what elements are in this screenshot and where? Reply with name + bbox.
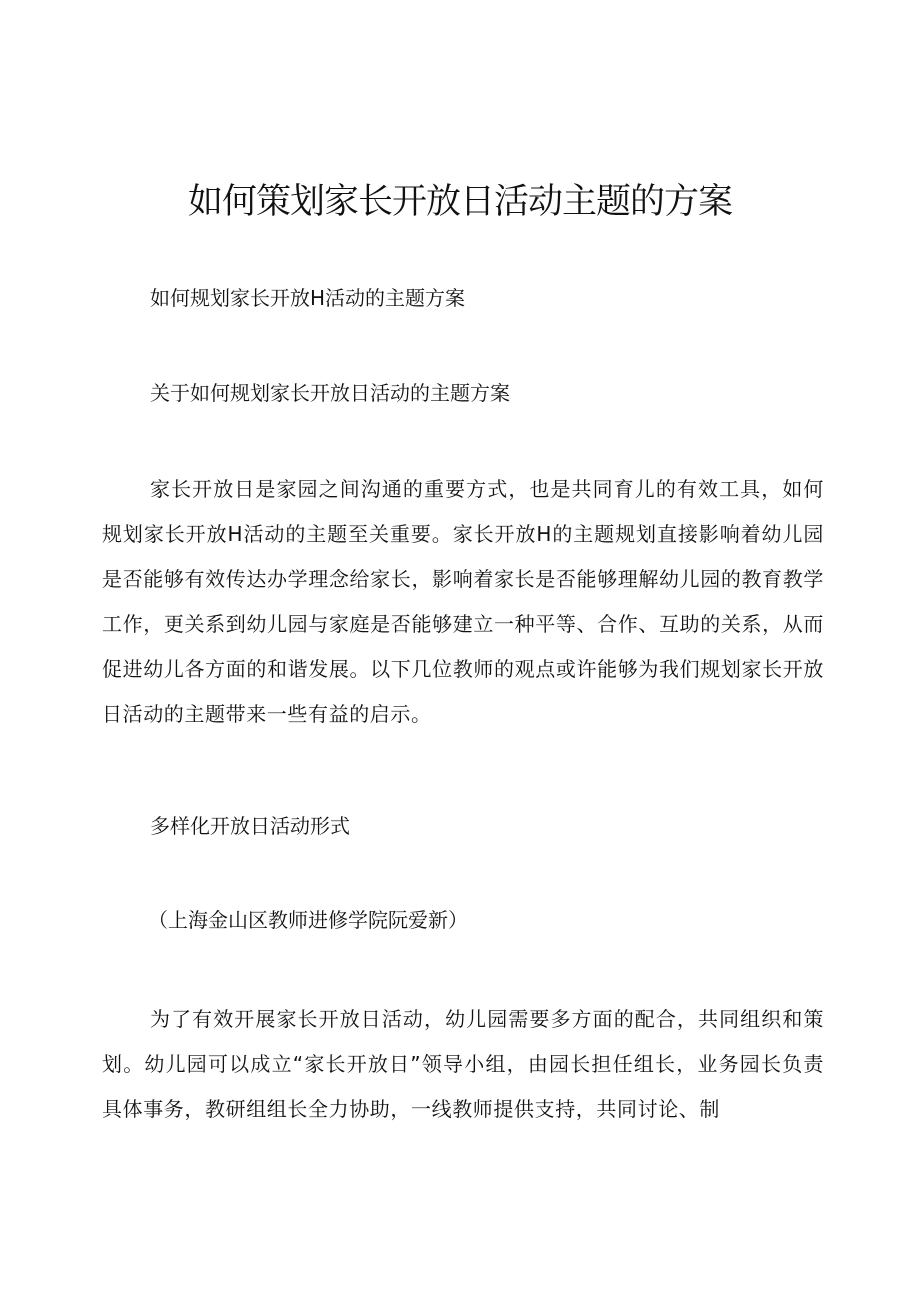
paragraph-2: 为了有效开展家长开放日活动，幼儿园需要多方面的配合，共同组织和策划。幼儿园可以成立“家长开放日”领导小组，由园长担任组长，业务园长负责具体事务，教研组组长全力协助，一线教师提供支持，共同讨论、制	[102, 1007, 824, 1121]
section-heading: 多样化开放日活动形式	[150, 814, 350, 838]
subtitle-1: 如何规划家长开放H活动的主题方案	[150, 286, 466, 310]
paragraph-1: 家长开放日是家园之间沟通的重要方式，也是共同育儿的有效工具，如何规划家长开放H活动的主题至关重要。家长开放H的主题规划直接影响着幼儿园是否能够有效传达办学理念给家长，影响着家长是否能够理解幼儿园的教育教学工作，更关系到幼儿园与家庭是否能够建立一种平等、合作、互助的关系，从而促进幼儿各方面的和谐发展。以下几位教师的观点或许能够为我们规划家长开放日活动的主题带来一些有益的启示。	[102, 477, 824, 726]
subtitle-2: 关于如何规划家长开放日活动的主题方案	[150, 381, 510, 405]
author-line: （上海金山区教师进修学院阮爱新）	[148, 908, 468, 932]
document-title: 如何策划家长开放日活动主题的方案	[187, 182, 732, 222]
